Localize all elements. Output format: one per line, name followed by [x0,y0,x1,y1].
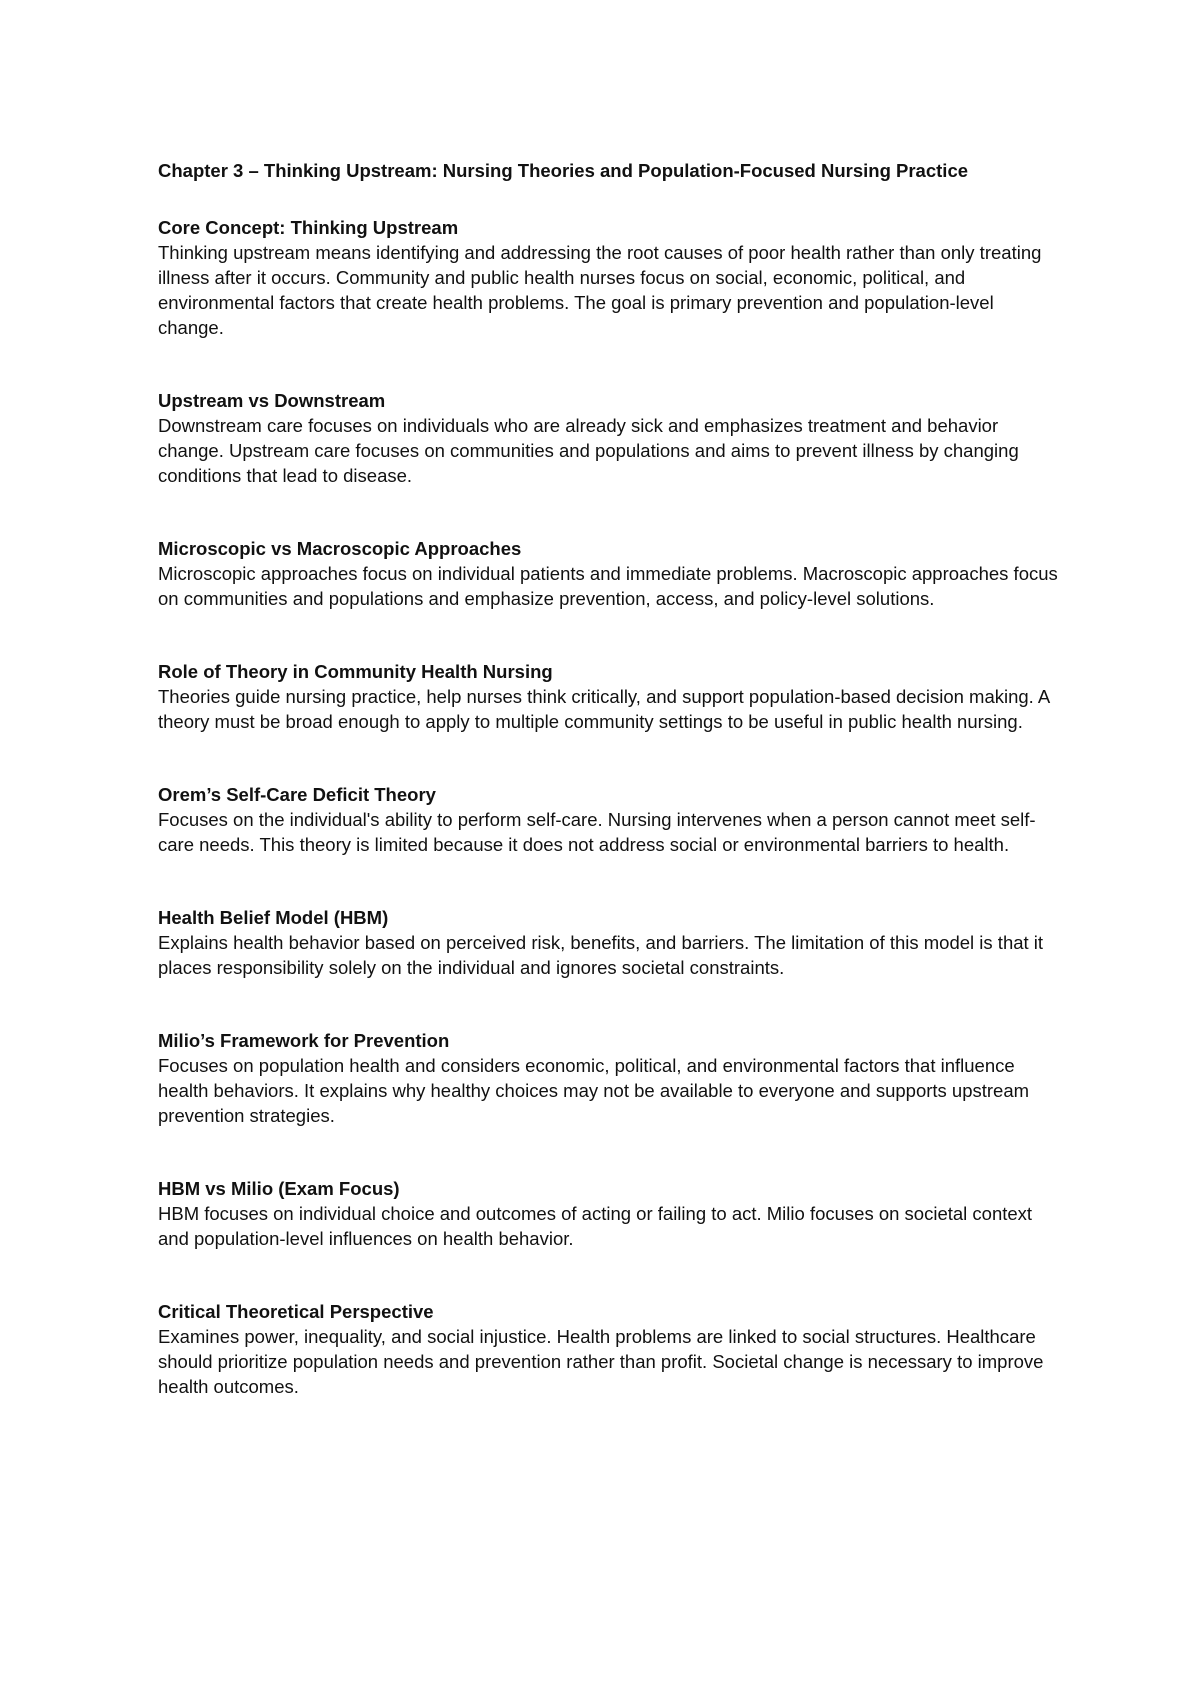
section-upstream-vs-downstream [158,388,1058,488]
section-hbm-vs-milio [158,1176,1058,1251]
section-heading: Core Concept: Thinking Upstream [158,217,459,238]
section-health-belief-model [158,905,1058,980]
section-heading: Microscopic vs Macroscopic Approaches [158,538,522,559]
section-orem-theory [158,782,1058,857]
section-body: Focuses on population health and considers economic, political, and environmental factors that influence health behaviors. It explains why healthy choices may not be available to everyone and supports upstream prevention strategies. [158,1055,1030,1126]
section-body: Focuses on the individual's ability to perform self-care. Nursing intervenes when a person cannot meet self-care needs. This theory is limited because it does not address social or environmental barriers to health. [158,809,1036,855]
section-critical-perspective [158,1299,1058,1399]
section-body: HBM focuses on individual choice and outcomes of acting or failing to act. Milio focuses on societal context and population-level influences on health behavior. [158,1203,1033,1249]
section-body: Examines power, inequality, and social injustice. Health problems are linked to social structures. Healthcare should prioritize population needs and prevention rather than profit. Societal change is necessary to improve health outcomes. [158,1326,1044,1397]
section-heading: Orem’s Self-Care Deficit Theory [158,784,436,805]
section-heading: HBM vs Milio (Exam Focus) [158,1178,400,1199]
section-heading: Role of Theory in Community Health Nursing [158,661,553,682]
section-milio-framework [158,1028,1058,1128]
section-body: Theories guide nursing practice, help nurses think critically, and support population-based decision making. A theory must be broad enough to apply to multiple community settings to be useful in public health nursing. [158,686,1050,732]
section-body: Downstream care focuses on individuals who are already sick and emphasizes treatment and behavior change. Upstream care focuses on communities and populations and aims to prevent illness by changing conditions that lead to disease. [158,415,1019,486]
section-heading: Critical Theoretical Perspective [158,1301,434,1322]
document-content [158,158,1058,1399]
section-core-concept [158,215,1058,340]
section-microscopic-vs-macroscopic [158,536,1058,611]
section-heading: Upstream vs Downstream [158,390,386,411]
section-role-of-theory [158,659,1058,734]
section-body: Microscopic approaches focus on individual patients and immediate problems. Macroscopic approaches focus on communities and populations and emphasize prevention, access, and policy-level solutions. [158,563,1058,609]
section-heading: Milio’s Framework for Prevention [158,1030,450,1051]
section-heading: Health Belief Model (HBM) [158,907,389,928]
section-body: Explains health behavior based on perceived risk, benefits, and barriers. The limitation of this model is that it places responsibility solely on the individual and ignores societal constraints. [158,932,1044,978]
document-title: Chapter 3 – Thinking Upstream: Nursing Theories and Population-Focused Nursing Practice [158,160,969,181]
section-body: Thinking upstream means identifying and addressing the root causes of poor health rather than only treating illness after it occurs. Community and public health nurses focus on social, economic, political, and environmental factors that create health problems. The goal is primary prevention and population-level change. [158,242,1042,338]
